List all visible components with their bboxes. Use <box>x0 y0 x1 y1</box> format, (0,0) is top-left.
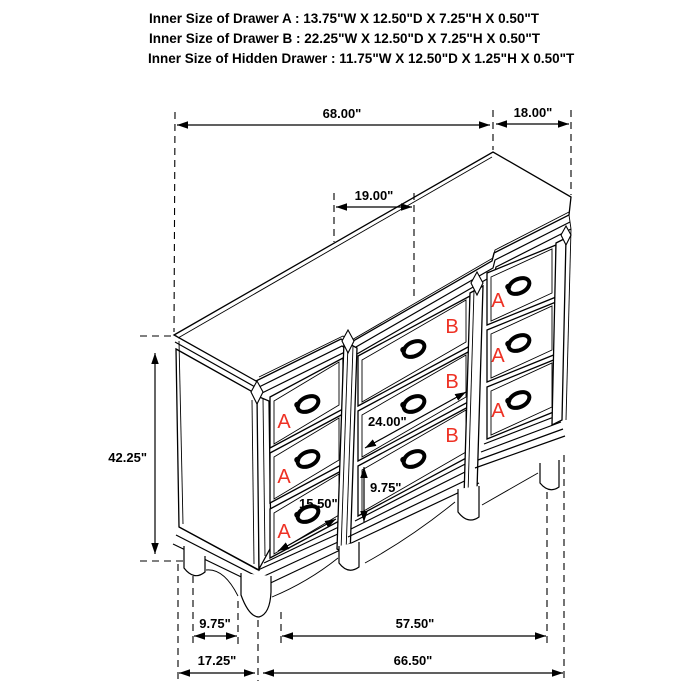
drawer-a2-label: A <box>277 466 291 488</box>
inner-size-drawer-b-text: Inner Size of Drawer B : 22.25"W X 12.50"D X 7.25"H X 0.50"T <box>149 31 541 46</box>
drawer-a4-label: A <box>491 290 505 312</box>
dim-top-inset <box>336 188 412 207</box>
dim-front-foot-span <box>282 616 546 636</box>
dim-side-base-depth <box>179 653 255 673</box>
dim-top-width <box>177 106 490 125</box>
dim-label-drawer-front-height: 9.75" <box>370 480 402 495</box>
drawer-a1-label: A <box>277 411 291 433</box>
dim-label-top-depth: 18.00" <box>513 105 553 120</box>
front-corner-foot <box>241 573 271 617</box>
drawer-a3-label: A <box>277 521 291 543</box>
dim-label-side-foot-span: 9.75" <box>199 616 231 631</box>
dim-top-depth <box>496 105 569 124</box>
dim-front-base-width <box>263 653 563 673</box>
drawer-a5-label: A <box>491 345 505 367</box>
dim-overall-height <box>108 353 155 554</box>
drawer-a6-label: A <box>491 400 505 422</box>
dim-label-drawer-b-width: 24.00" <box>368 414 407 429</box>
inner-size-hidden-drawer-text: Inner Size of Hidden Drawer : 11.75"W X 12.50"D X 1.25"H X 0.50"T <box>148 51 575 66</box>
front-apron-arch-right <box>482 473 538 505</box>
side-apron-arch <box>206 570 238 596</box>
back-left-foot <box>184 546 205 576</box>
drawer-b3-label: B <box>445 425 459 447</box>
dim-label-overall-height: 42.25" <box>108 450 147 465</box>
dim-label-top-width: 68.00" <box>322 106 362 121</box>
dim-side-foot-span <box>194 616 237 636</box>
middle-right-foot <box>458 486 479 520</box>
dim-label-front-foot-span: 57.50" <box>395 616 435 631</box>
inner-size-drawer-a-text: Inner Size of Drawer A : 13.75"W X 12.50"D X 7.25"H X 0.50"T <box>149 11 540 26</box>
middle-left-foot <box>339 542 359 570</box>
drawer-b1-label: B <box>445 316 459 338</box>
title-block <box>148 11 575 66</box>
dim-label-front-base-width: 66.50" <box>393 653 433 668</box>
dim-label-side-base-depth: 17.25" <box>197 653 237 668</box>
dresser-drawing <box>173 152 571 617</box>
middle-drawer-column <box>345 296 479 563</box>
front-apron-arch-middle <box>365 502 455 563</box>
right-corner-foot <box>540 460 559 490</box>
dim-label-top-inset: 19.00" <box>354 188 394 203</box>
dim-label-drawer-a-width: 15.50" <box>299 496 338 511</box>
drawer-b2-label: B <box>445 371 459 393</box>
